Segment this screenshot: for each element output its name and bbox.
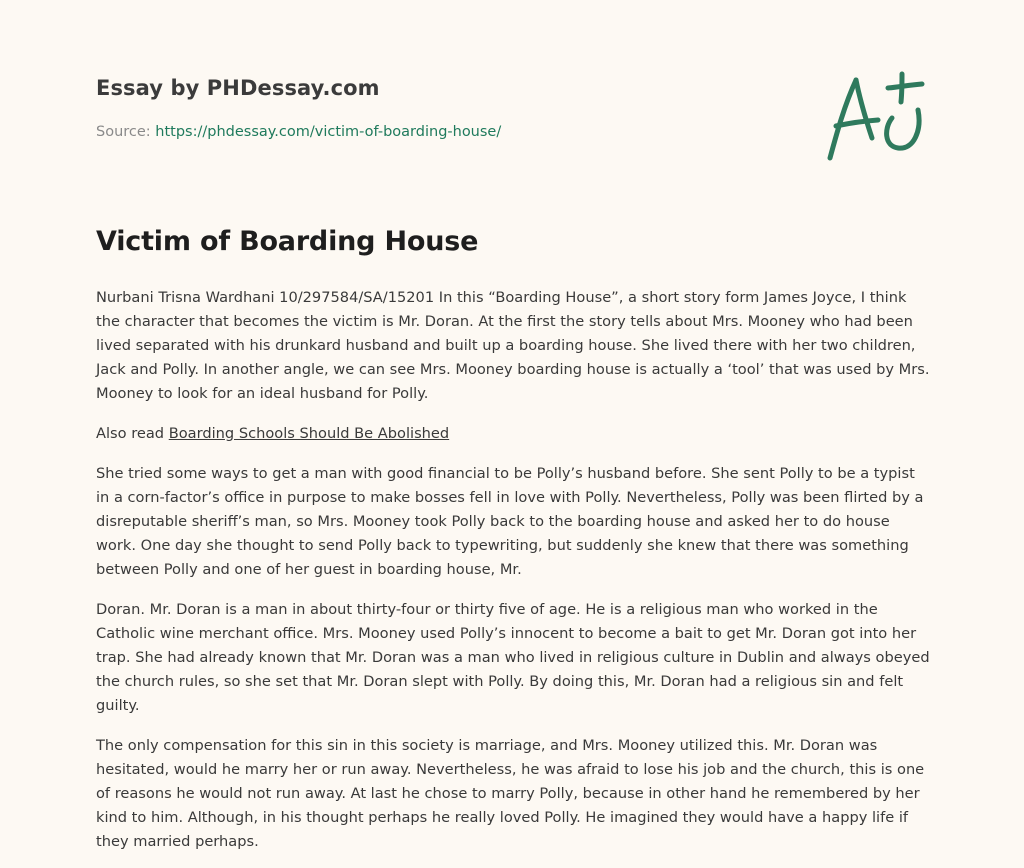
also-read-label: Also read <box>96 425 169 442</box>
article-title: Victim of Boarding House <box>96 226 479 257</box>
source-line <box>96 124 501 140</box>
paragraph: The only compensation for this sin in this society is marriage, and Mrs. Mooney utilized this. Mr. Doran was hesitated, would he marry her or run away. Nevertheless, he was afraid to lose his job and the church, this is one of reasons he would not run away. At last he chose to marry Polly, because in other hand he remembered by her kind to him. Although, in his thought perhaps he really loved Polly. He imagined they would have a happy life if they married perhaps. <box>96 737 925 850</box>
article-body <box>96 286 932 868</box>
source-label: Source: <box>96 124 156 140</box>
paragraph: Nurbani Trisna Wardhani 10/297584/SA/15201 In this “Boarding House”, a short story form James Joyce, I think the character that becomes the victim is Mr. Doran. At the first the story tells about Mrs. Mooney who had been lived separated with his drunkard husband and built up a boarding house. She lived there with her two children, Jack and Polly. In another angle, we can see Mrs. Mooney boarding house is actually a ‘tool’ that was used by Mrs. Mooney to look for an ideal husband for Polly. <box>96 289 930 402</box>
also-read-link[interactable]: Boarding Schools Should Be Abolished <box>168 425 450 442</box>
source-link[interactable]: https://phdessay.com/victim-of-boarding-house/ <box>155 124 502 140</box>
paragraph: She tried some ways to get a man with good financial to be Polly’s husband before. She sent Polly to be a typist in a corn-factor’s office in purpose to make bosses fell in love with Polly. Nevertheless, Polly was been flirted by a disreputable sheriff’s man, so Mrs. Mooney took Polly back to the boarding house and asked her to do house work. One day she thought to send Polly back to typewriting, but suddenly she knew that there was something between Polly and one of her guest in boarding house, Mr. <box>96 465 924 578</box>
site-header <box>96 76 796 100</box>
also-read <box>96 422 932 446</box>
site-title: Essay by PHDessay.com <box>96 76 380 100</box>
paragraph: Doran. Mr. Doran is a man in about thirty-four or thirty five of age. He is a religious man who worked in the Catholic wine merchant office. Mrs. Mooney used Polly’s innocent to become a bait to get Mr. Doran got into her trap. She had already known that Mr. Doran was a man who lived in religious culture in Dublin and always obeyed the church rules, so she set that Mr. Doran slept with Polly. By doing this, Mr. Doran had a religious sin and felt guilty. <box>96 601 930 714</box>
a-plus-logo <box>822 66 928 166</box>
